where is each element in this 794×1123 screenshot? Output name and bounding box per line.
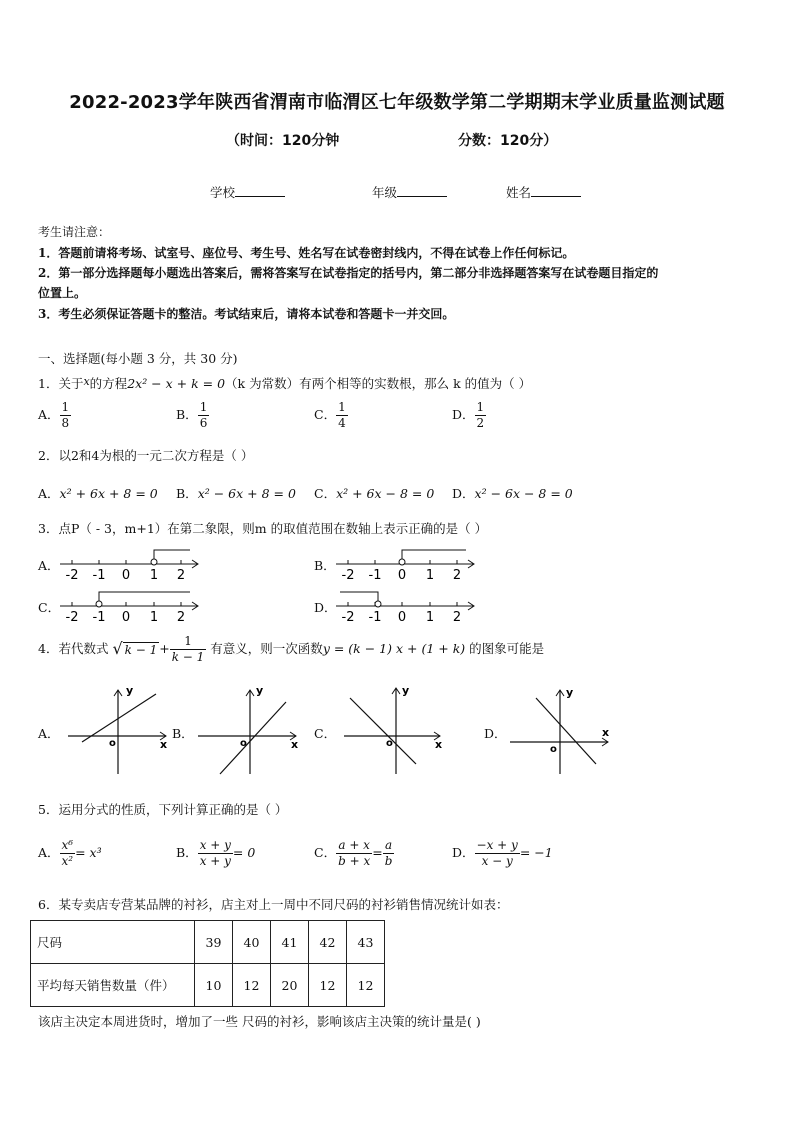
table-cell: 43	[347, 921, 385, 964]
option-letter: B．	[176, 486, 198, 501]
name-field	[506, 183, 581, 201]
q5-c-fraction	[336, 838, 372, 869]
y-axis-label: y	[566, 686, 574, 699]
plus-sign: +	[159, 641, 170, 656]
q1-option-b[interactable]	[176, 400, 209, 431]
q5-b-fraction	[198, 838, 233, 869]
numerator: 1	[338, 400, 346, 414]
table-row	[31, 921, 385, 964]
option-expr: x² + 6x − 8 = 0	[336, 486, 435, 501]
denominator: 2	[476, 416, 485, 430]
notice-item-2: 2．第一部分选择题每小题选出答案后，需将答案写在试卷指定的括号内，第二部分非选择题答案写在试卷题目指定的	[38, 266, 659, 280]
q4-suffix: 的图象可能是	[469, 641, 545, 656]
option-letter: C．	[314, 486, 337, 501]
q5-option-d[interactable]	[452, 838, 553, 869]
y-axis-label: y	[402, 684, 410, 697]
section-heading: 一、选择题(每小题 3 分，共 30 分)	[38, 351, 238, 366]
q1-prefix: 1．关于	[38, 376, 84, 391]
option-expr: x² − 6x + 8 = 0	[197, 486, 296, 501]
option-letter: A．	[38, 486, 60, 501]
option-rhs: = −1	[519, 845, 553, 860]
q1-option-a[interactable]	[38, 400, 71, 431]
notice-item-3: 3．考生必须保证答题卡的整洁。考试结束后，请将本试卷和答题卡一并交回。	[38, 307, 455, 321]
denominator: k − 1	[171, 650, 205, 664]
q4-mid: 有意义，则一次函数	[210, 641, 323, 656]
tick-label: 0	[121, 610, 131, 624]
denominator: x − y	[475, 853, 520, 869]
notice-heading: 考生请注意：	[38, 225, 111, 239]
open-circle	[151, 559, 157, 565]
numerator: 1	[199, 400, 208, 414]
tick-label: -1	[92, 610, 106, 624]
q5-a-fraction	[60, 838, 76, 869]
q5-option-b[interactable]	[176, 838, 255, 869]
numerator: 1	[476, 400, 485, 414]
origin-label: o	[240, 738, 247, 749]
tick-label: -1	[368, 610, 382, 624]
q5-c-fraction-rhs	[383, 838, 395, 869]
origin-label: o	[386, 738, 393, 749]
origin-label: o	[550, 744, 557, 755]
tick-label: -2	[65, 610, 79, 624]
table-cell: 12	[233, 964, 271, 1007]
tick-label: 1	[149, 610, 159, 624]
numerator: a + x	[338, 838, 370, 852]
q4-graph-a[interactable]	[66, 684, 174, 776]
open-circle	[96, 601, 102, 607]
q4-graph-b[interactable]	[196, 684, 304, 776]
school-blank[interactable]	[235, 184, 285, 197]
option-letter: A．	[38, 407, 60, 422]
q1-d-fraction	[475, 400, 487, 431]
tick-label: 0	[121, 568, 131, 582]
x-axis-label: x	[160, 738, 168, 751]
q5-option-a[interactable]	[38, 838, 102, 869]
numerator: 1	[184, 634, 192, 648]
option-letter: B．	[176, 407, 198, 422]
numerator: 1	[61, 400, 70, 414]
q4-letter-c[interactable]: C．	[314, 726, 337, 741]
q5-option-c[interactable]	[314, 838, 394, 869]
q3-letter-b[interactable]: B．	[314, 558, 336, 573]
name-label: 姓名	[506, 185, 532, 200]
x-axis-label: x	[435, 738, 443, 751]
numerator: x⁶	[61, 838, 74, 852]
y-axis-label: y	[126, 684, 134, 697]
table-cell: 10	[195, 964, 233, 1007]
tick-label: -1	[368, 568, 382, 582]
origin-label: o	[109, 738, 116, 749]
table-cell: 40	[233, 921, 271, 964]
name-blank[interactable]	[531, 184, 581, 197]
denominator: b + x	[338, 854, 371, 868]
notice-item-1: 1．答题前请将考场、试室号、座位号、考生号、姓名写在试卷密封线内，不得在试卷上作任何标记。	[38, 246, 575, 260]
option-rhs: =	[372, 845, 383, 860]
q1-tail: （k 为常数）有两个相等的实数根，那么 k 的值为（ ）	[225, 376, 532, 391]
table-row-label: 平均每天销售数量（件）	[31, 964, 195, 1007]
option-expr: x² + 6x + 8 = 0	[59, 486, 158, 501]
option-letter: D．	[452, 486, 475, 501]
q3-letter-a[interactable]: A．	[38, 558, 60, 573]
q1-mid: 的方程	[89, 376, 128, 391]
tick-label: -2	[65, 568, 79, 582]
option-expr: x² − 6x − 8 = 0	[474, 486, 573, 501]
option-rhs: = 0	[232, 845, 256, 860]
grade-label: 年级	[372, 185, 398, 200]
question-4	[38, 634, 544, 665]
question-6: 6．某专卖店专营某品牌的衬衫，店主对上一周中不同尺码的衬衫销售情况统计如表：	[38, 897, 509, 912]
table-row-label: 尺码	[31, 921, 195, 964]
denominator: 6	[199, 416, 208, 430]
y-axis-label: y	[256, 684, 264, 697]
q3-numberline-c[interactable]	[58, 588, 202, 624]
numerator: −x + y	[476, 838, 518, 852]
table-cell: 12	[309, 964, 347, 1007]
q4-fraction	[170, 634, 207, 665]
radicand: k − 1	[124, 643, 158, 657]
q3-letter-c[interactable]: C．	[38, 600, 61, 615]
numerator: x + y	[199, 838, 231, 852]
numerator: a	[384, 838, 393, 852]
tick-label: -2	[341, 610, 355, 624]
table-cell: 20	[271, 964, 309, 1007]
option-letter: C．	[314, 845, 337, 860]
q4-function: y = (k − 1) x + (1 + k)	[322, 641, 466, 656]
open-circle	[375, 601, 381, 607]
q4-graph-d[interactable]	[506, 684, 614, 776]
school-label: 学校	[210, 185, 236, 200]
x-axis-label: x	[602, 726, 610, 739]
table-cell: 39	[195, 921, 233, 964]
tick-label: 1	[425, 610, 435, 624]
tick-label: 0	[397, 568, 407, 582]
denominator: b	[384, 854, 393, 868]
denominator: x + y	[199, 854, 231, 868]
grade-blank[interactable]	[397, 184, 447, 197]
q4-letter-d[interactable]: D．	[484, 726, 507, 741]
q2-option-a[interactable]	[38, 484, 158, 502]
q1-c-fraction	[336, 400, 348, 431]
table-cell: 41	[271, 921, 309, 964]
option-letter: D．	[452, 407, 475, 422]
q1-var: x	[83, 375, 90, 388]
q6-followup: 该店主决定本周进货时，增加了一些 尺码的衬衫，影响该店主决策的统计量是( )	[38, 1014, 481, 1029]
q5-d-fraction	[475, 838, 520, 869]
x-axis-label: x	[291, 738, 299, 751]
q4-letter-b[interactable]: B．	[172, 726, 194, 741]
notice-item-2-cont: 位置上。	[38, 286, 87, 300]
tick-label: 1	[149, 568, 159, 582]
page-title: 2022-2023学年陕西省渭南市临渭区七年级数学第二学期期末学业质量监测试题	[69, 92, 725, 113]
tick-label: 2	[452, 610, 462, 624]
time-limit: （时间：120分钟	[226, 133, 340, 149]
table-row	[31, 964, 385, 1007]
q3-numberline-a[interactable]	[58, 546, 202, 582]
option-letter: C．	[314, 407, 337, 422]
q4-letter-a[interactable]: A．	[38, 726, 60, 741]
question-5: 5．运用分式的性质，下列计算正确的是（ ）	[38, 802, 288, 817]
q1-equation: 2x² − x + k = 0	[127, 376, 226, 391]
q2-option-d[interactable]	[452, 484, 573, 502]
open-circle	[399, 559, 405, 565]
q2-option-c[interactable]	[314, 484, 434, 502]
q3-numberline-d[interactable]	[334, 588, 478, 624]
table-cell: 12	[347, 964, 385, 1007]
option-rhs: = x³	[75, 845, 102, 860]
tick-label: 2	[176, 568, 186, 582]
size-sales-table	[30, 920, 385, 1007]
question-3: 3．点P（ - 3，m+1）在第二象限，则m 的取值范围在数轴上表示正确的是（ ）	[38, 521, 488, 536]
q4-prefix: 4．若代数式	[38, 641, 109, 656]
q4-sqrt: √ k − 1	[112, 639, 158, 658]
q1-option-c[interactable]	[314, 400, 348, 431]
denominator: x²	[61, 854, 74, 868]
q1-a-fraction	[60, 400, 72, 431]
denominator: 8	[61, 416, 70, 430]
question-1	[38, 374, 531, 392]
q1-b-fraction	[198, 400, 210, 431]
option-letter: B．	[176, 845, 198, 860]
q4-graph-c[interactable]	[340, 684, 448, 776]
tick-label: 2	[176, 610, 186, 624]
grade-field	[372, 183, 447, 201]
tick-label: 0	[397, 610, 407, 624]
tick-label: 2	[452, 568, 462, 582]
q1-option-d[interactable]	[452, 400, 486, 431]
q2-option-b[interactable]	[176, 484, 296, 502]
q3-letter-d[interactable]: D．	[314, 600, 337, 615]
question-2: 2．以2和4为根的一元二次方程是（ ）	[38, 448, 254, 463]
option-letter: D．	[452, 845, 475, 860]
option-letter: A．	[38, 845, 60, 860]
total-score: 分数：120分）	[458, 133, 558, 149]
q3-numberline-b[interactable]	[334, 546, 478, 582]
tick-label: -2	[341, 568, 355, 582]
tick-label: -1	[92, 568, 106, 582]
denominator: 4	[338, 416, 346, 430]
tick-label: 1	[425, 568, 435, 582]
table-cell: 42	[309, 921, 347, 964]
school-field	[210, 183, 285, 201]
